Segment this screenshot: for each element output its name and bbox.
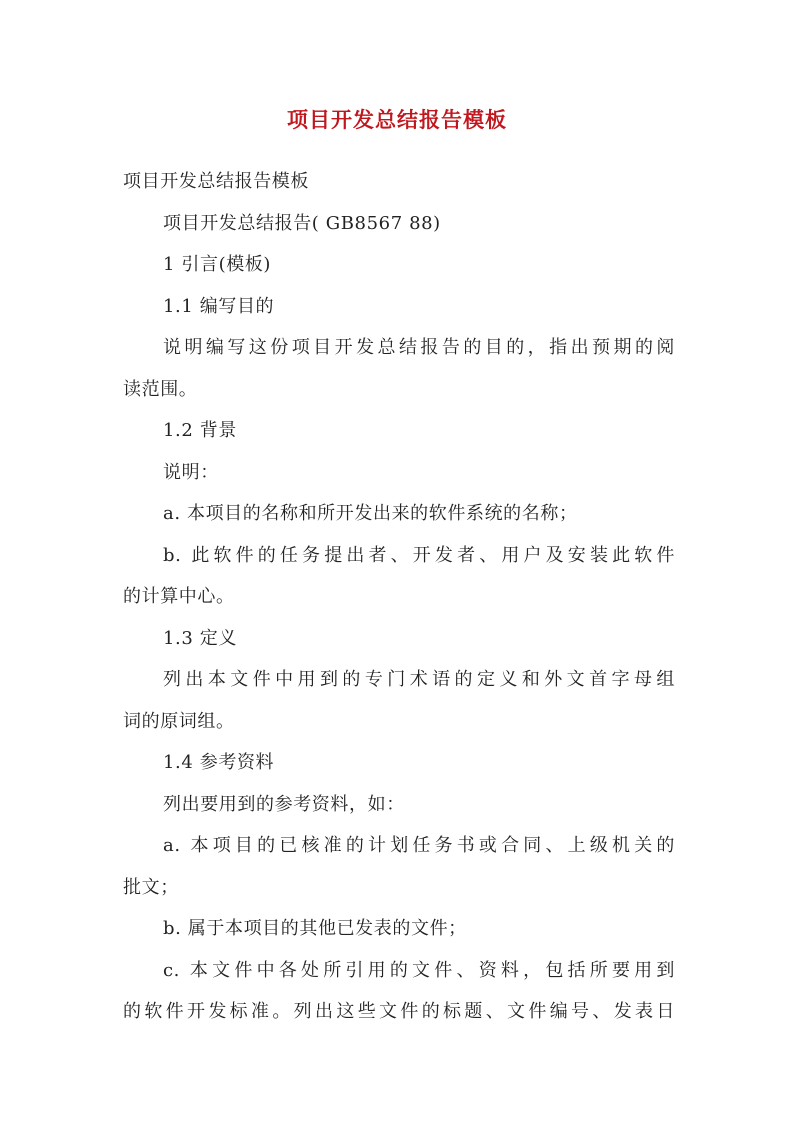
list-item-c-references-line-2: 的软件开发标准。列出这些文件的标题、文件编号、发表日: [123, 1001, 675, 1022]
list-item-a-references-line-1: a. 本项目的已核准的计划任务书或合同、上级机关的: [163, 835, 675, 856]
body-line-report-standard: 项目开发总结报告( GB8567 88): [163, 212, 441, 234]
heading-definitions: 1.3 定义: [163, 627, 237, 649]
paragraph-purpose-line-1: 说明编写这份项目开发总结报告的目的，指出预期的阅: [163, 337, 675, 358]
heading-references: 1.4 参考资料: [163, 752, 275, 773]
heading-purpose: 1.1 编写目的: [163, 295, 275, 317]
paragraph-definitions-line-2: 词的原词组。: [123, 710, 235, 732]
list-item-b-background-line-2: 的计算中心。: [123, 586, 235, 607]
paragraph-definitions-line-1: 列出本文件中用到的专门术语的定义和外文首字母组: [163, 669, 675, 690]
heading-background: 1.2 背景: [163, 420, 237, 441]
body-line-template-name: 项目开发总结报告模板: [123, 171, 309, 192]
list-item-b-references: b. 属于本项目的其他已发表的文件；: [163, 918, 467, 939]
list-item-c-references-line-1: c. 本文件中各处所引用的文件、资料，包括所要用到: [163, 959, 675, 981]
paragraph-purpose-line-2: 读范围。: [123, 378, 198, 400]
document-body: [123, 161, 675, 1033]
list-item-b-background-line-1: b. 此软件的任务提出者、开发者、用户及安装此软件: [163, 544, 675, 566]
list-item-a-background: a. 本项目的名称和所开发出来的软件系统的名称；: [163, 503, 578, 524]
document-title: 项目开发总结报告模板: [287, 107, 507, 132]
body-line-references-intro: 列出要用到的参考资料，如：: [163, 793, 405, 815]
heading-introduction: 1 引言(模板): [163, 254, 272, 275]
list-item-a-references-line-2: 批文；: [123, 876, 179, 898]
body-line-explanation: 说明：: [163, 461, 219, 483]
